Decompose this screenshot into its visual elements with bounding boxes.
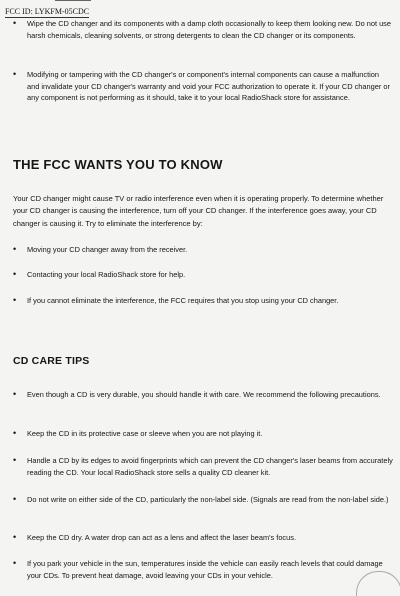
- list-item: [13, 558, 393, 581]
- bullet-icon: •: [13, 269, 17, 279]
- list-item: [13, 244, 393, 256]
- bullet-icon: •: [13, 532, 17, 542]
- bullet-icon: •: [13, 244, 17, 254]
- list-item: [13, 295, 393, 307]
- list-item-text: Do not write on either side of the CD, particularly the non-label side. (Signals are read from the non-label side.): [27, 495, 389, 504]
- bullet-icon: •: [13, 428, 17, 438]
- list-item-text: Handle a CD by its edges to avoid fingerprints which can prevent the CD changer's laser beams from accurately reading the CD. Your local RadioShack store sells a quality CD cleaner kit.: [27, 456, 393, 477]
- list-item: [13, 389, 393, 401]
- list-item-text: Contacting your local RadioShack store for help.: [27, 270, 186, 279]
- list-item: [13, 455, 393, 478]
- list-item: [13, 532, 393, 544]
- list-item-text: Moving your CD changer away from the receiver.: [27, 245, 188, 254]
- bullet-icon: •: [13, 69, 17, 79]
- bullet-icon: •: [13, 295, 17, 305]
- list-item-text: If you cannot eliminate the interference, the FCC requires that you stop using your CD changer.: [27, 296, 339, 305]
- list-item-text: Keep the CD dry. A water drop can act as a lens and affect the laser beam's focus.: [27, 533, 296, 542]
- bullet-icon: •: [13, 455, 17, 465]
- bullet-icon: •: [13, 558, 17, 568]
- list-item: [13, 269, 393, 281]
- list-item: [13, 69, 393, 104]
- list-item-text: Modifying or tampering with the CD changer's or component's internal components can cause a malfunction and invalidate your CD changer's warranty and void your FCC authorization to operate it. If your CD changer or any component is not performing as it should, take it to your local RadioShack store for assistance.: [27, 70, 390, 102]
- section-heading-fcc: THE FCC WANTS YOU TO KNOW: [13, 157, 223, 172]
- list-item: [13, 428, 393, 440]
- top-rule: [55, 0, 91, 1]
- bullet-icon: •: [13, 494, 17, 504]
- list-item-text: Keep the CD in its protective case or sleeve when you are not playing it.: [27, 429, 263, 438]
- list-item-text: Wipe the CD changer and its components with a damp cloth occasionally to keep them looking new. Do not use harsh chemicals, cleaning solvents, or strong detergents to clean the CD changer or its components.: [27, 19, 391, 40]
- list-item-text: If you park your vehicle in the sun, temperatures inside the vehicle can easily reach levels that could damage your CDs. To prevent heat damage, avoid leaving your CDs in your vehicle.: [27, 559, 383, 580]
- list-item: [13, 494, 393, 506]
- bullet-icon: •: [13, 389, 17, 399]
- fcc-intro-paragraph: Your CD changer might cause TV or radio interference even when it is operating properly. To determine whether your CD changer is causing the interference, turn off your CD changer. If the interference goes away, your CD changer is causing it. Try to eliminate the interference by:: [13, 194, 384, 228]
- fcc-id-label: FCC ID: LYKFM-05CDC: [5, 7, 90, 16]
- bullet-icon: •: [13, 18, 17, 28]
- section-heading-cd-care: CD CARE TIPS: [13, 355, 90, 367]
- list-item: [13, 18, 393, 41]
- list-item-text: Even though a CD is very durable, you should handle it with care. We recommend the following precautions.: [27, 390, 381, 399]
